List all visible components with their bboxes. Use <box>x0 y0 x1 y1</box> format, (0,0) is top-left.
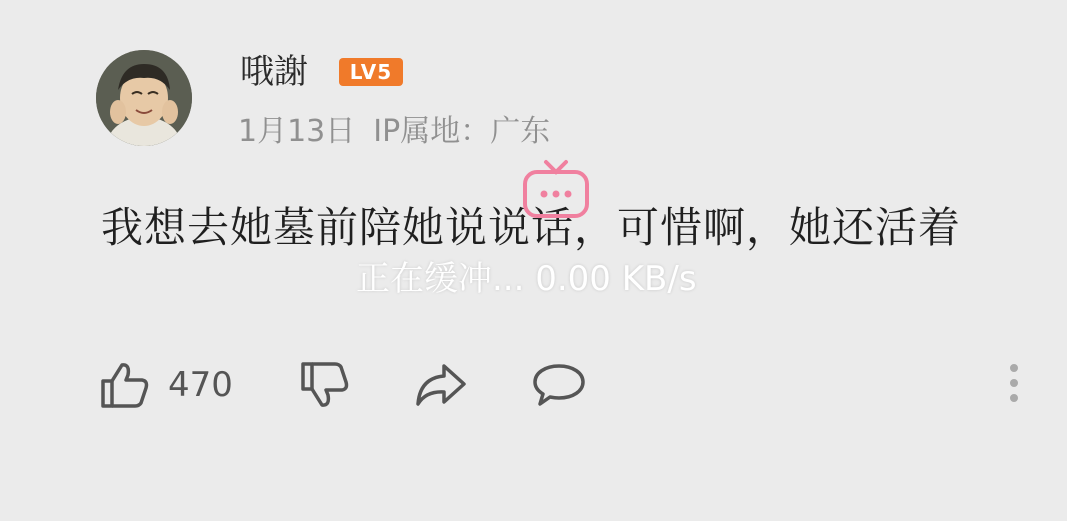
ip-location: IP属地：广东 <box>373 114 551 149</box>
buffer-status: 正在缓冲... 0.00 KB/s <box>356 259 697 299</box>
comment-icon <box>532 362 586 408</box>
thumbs-down-icon <box>300 361 350 409</box>
username[interactable]: 哦謝 <box>240 52 308 92</box>
reply-button[interactable] <box>532 360 586 410</box>
dislike-button[interactable] <box>300 360 350 410</box>
share-icon <box>414 362 468 408</box>
share-button[interactable] <box>414 360 468 410</box>
comment-text: 我想去她墓前陪她说说话，可惜啊，她还活着 <box>101 203 962 252</box>
avatar[interactable] <box>96 50 192 146</box>
tv-buffer-icon <box>522 158 590 220</box>
thumbs-up-icon <box>100 361 150 409</box>
more-vertical-icon <box>1004 362 1024 406</box>
more-options-button[interactable] <box>1004 362 1024 406</box>
level-badge: LV5 <box>339 58 403 86</box>
comment-meta <box>238 112 550 152</box>
like-count: 470 <box>168 365 233 405</box>
comment-date: 1月13日 <box>238 114 356 149</box>
like-button[interactable] <box>100 360 233 410</box>
